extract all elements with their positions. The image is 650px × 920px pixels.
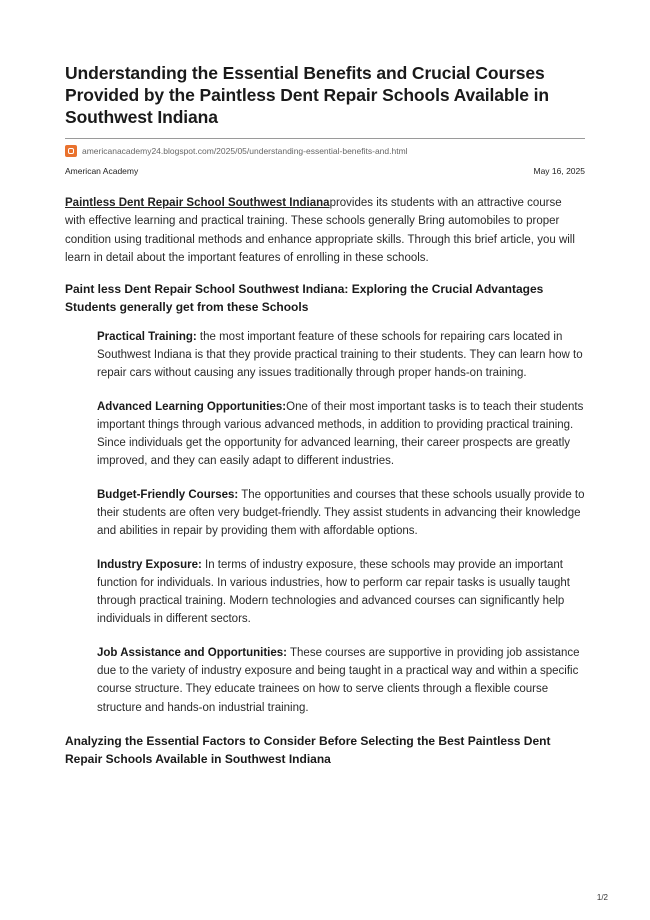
item-title: Job Assistance and Opportunities: — [97, 646, 287, 659]
item-title: Industry Exposure: — [97, 558, 202, 571]
source-url[interactable]: americanacademy24.blogspot.com/2025/05/understanding-essential-benefits-and.html — [82, 146, 408, 156]
title-divider — [65, 138, 585, 139]
item-text: These courses are supportive in providing job assistance due to the variety of industry exposure and being taught in a practical way and within a specific course structure. They educate trainees on how to serve clients through a flexible course structure and hands-on industrial training. — [97, 646, 580, 714]
item-text: In terms of industry exposure, these schools may provide an important function for individuals. In various industries, how to perform car repair tasks is usually taught through practical training. Modern technologies and advanced courses can significantly help individuals in different sectors. — [97, 558, 570, 626]
section-heading: Paint less Dent Repair School Southwest Indiana: Exploring the Crucial Advantages Students generally get from these Schools — [65, 281, 544, 314]
item-text: the most important feature of these schools for repairing cars located in Southwest Indiana is that they provide practical training to their students. They can learn how to repair cars without causing any issues traditionally through proper hands-on training. — [97, 330, 583, 380]
list-item — [97, 556, 585, 629]
list-item — [97, 486, 585, 541]
list-item — [97, 328, 585, 383]
intro-text: provides its students with an attractive course with effective learning and practical training. These schools generally Bring automobiles to proper condition using traditional methods and enhance appropriate skills. Through this brief article, you will learn in detail about the important features of enrolling in these schools. — [65, 197, 575, 265]
item-text: One of their most important tasks is to teach their students important things through various advanced methods, in addition to providing practical training. Since individuals get the opportunity for advanced learning, their career prospects are greatly improved, and they can easily adapt to different industries. — [97, 400, 584, 468]
intro-paragraph — [65, 194, 585, 268]
section-heading-2: Analyzing the Essential Factors to Consider Before Selecting the Best Paintless Dent Repair Schools Available in Southwest Indiana — [65, 733, 551, 766]
item-title: Practical Training: — [97, 330, 197, 343]
publish-date: May 16, 2025 — [533, 166, 585, 176]
list-item — [97, 398, 585, 471]
source-row — [65, 144, 585, 158]
page-number: 1/2 — [596, 893, 608, 902]
item-title: Advanced Learning Opportunities: — [97, 400, 287, 413]
article-title: Understanding the Essential Benefits and Crucial Courses Provided by the Paintless Dent Repair Schools Available in Southwest Indiana — [65, 63, 550, 127]
intro-link[interactable]: Paintless Dent Repair School Southwest Indiana — [65, 197, 330, 209]
benefits-list — [65, 328, 585, 717]
document-page — [65, 62, 585, 768]
item-text: The opportunities and courses that these schools usually provide to their students are often very budget-friendly. They assist students in advancing their knowledge and abilities in repair by providing them with affordable options. — [97, 488, 585, 538]
list-item — [97, 644, 585, 717]
meta-row — [65, 166, 585, 176]
item-title: Budget-Friendly Courses: — [97, 488, 239, 501]
author: American Academy — [65, 166, 139, 176]
blogger-icon — [65, 145, 77, 157]
